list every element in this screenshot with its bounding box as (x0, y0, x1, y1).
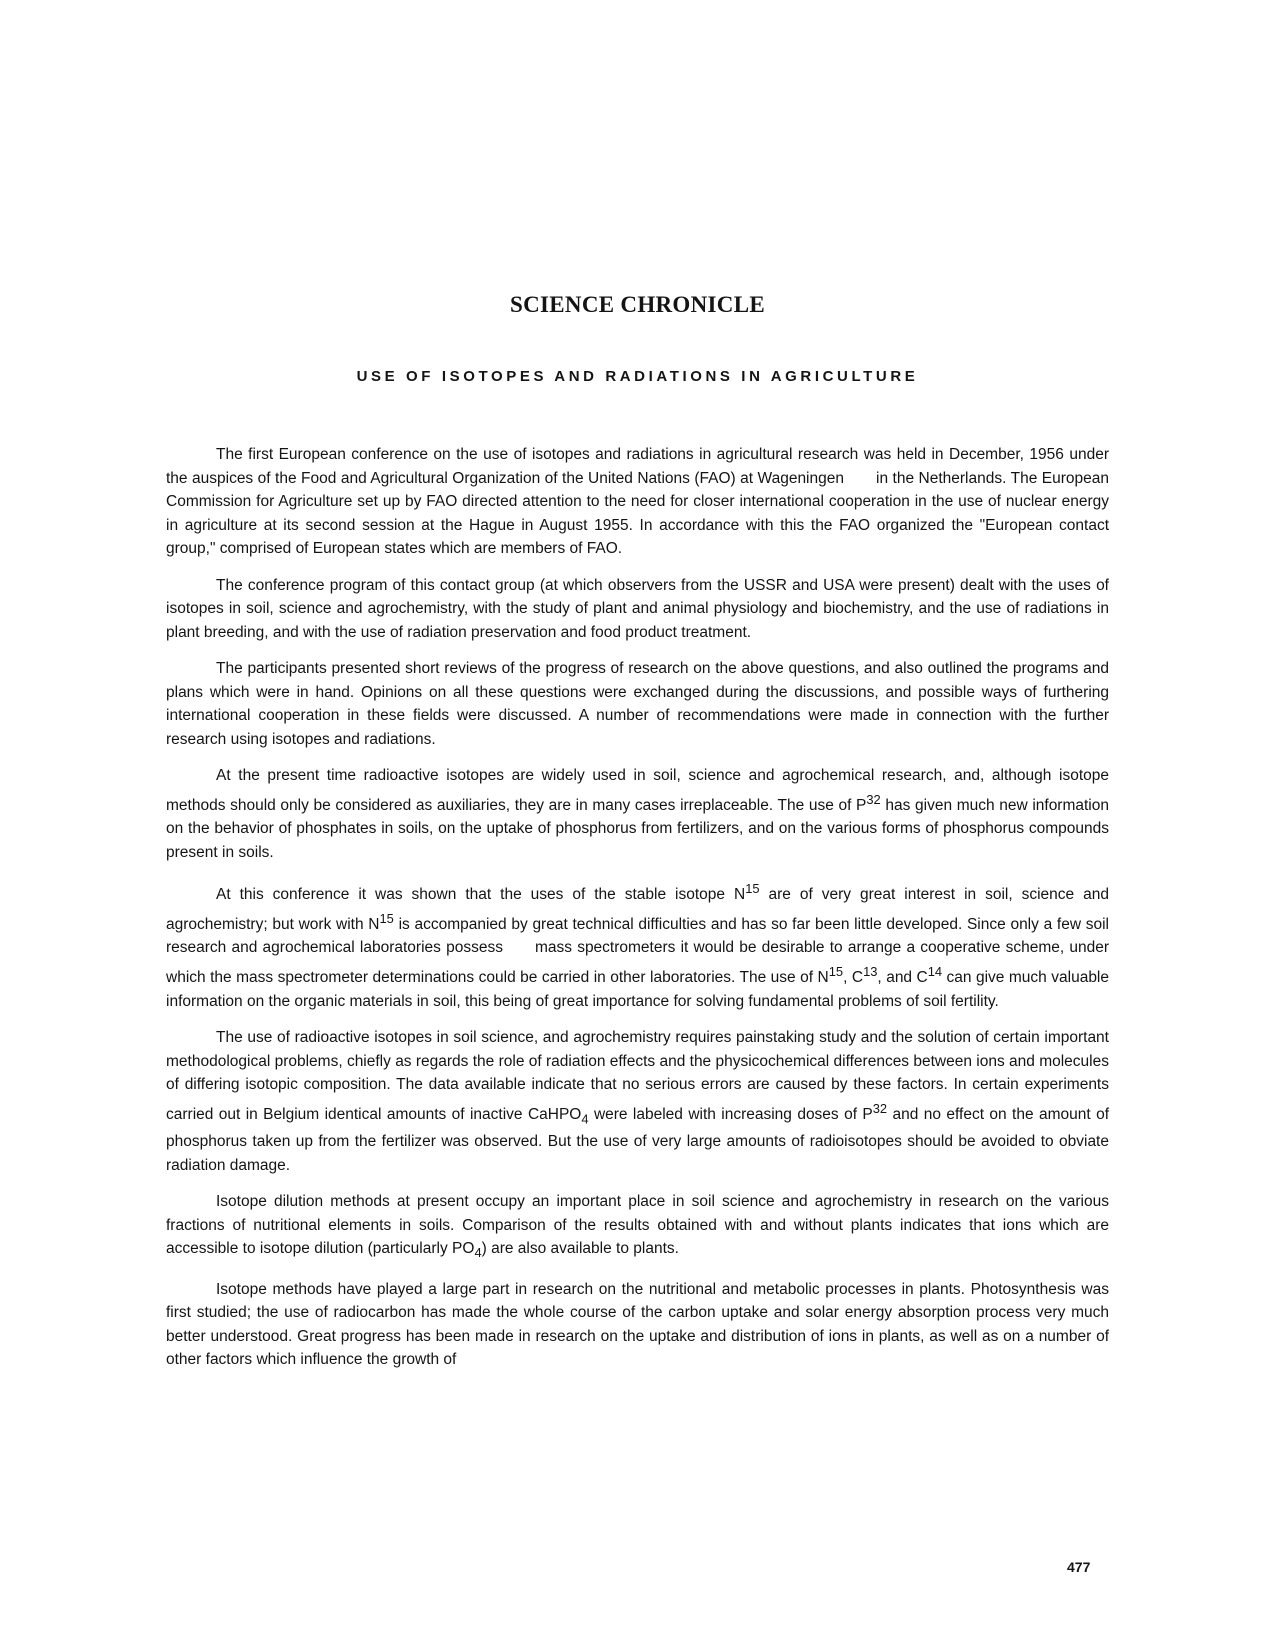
n15-superscript: 15 (745, 881, 760, 897)
c13-superscript: 13 (863, 963, 878, 979)
paragraph-5-text-e: , C (843, 969, 864, 987)
page-subtitle: USE OF ISOTOPES AND RADIATIONS IN AGRICULTURE (356, 368, 919, 385)
paragraph-6-text-b: were labeled with increasing doses of P (588, 1105, 873, 1123)
paragraph-2: The conference program of this contact group (at which observers from the USSR and USA were present) dealt with the uses of isotopes in soil, science and agrochemistry, with the study of plant and animal physiology and biochemistry, and the use of radiations in plant breeding, and with the use of radiation preservation and food product treatment. (166, 576, 1109, 641)
paragraph-3: The participants presented short reviews of the progress of research on the above questions, and also outlined the programs and plans which were in hand. Opinions on all these questions were exchanged during the discussions, and possible ways of furthering international cooperation in these fields were discussed. A number of recommendations were made in connection with the further research using isotopes and radiations. (166, 660, 1109, 748)
paragraph-5-text-a: At this conference it was shown that the uses of the stable isotope N (216, 886, 746, 904)
paragraph-7 (166, 1190, 1109, 1265)
paragraph-5 (166, 877, 1109, 1013)
p32-superscript: 32 (872, 1100, 888, 1116)
paragraph-8: Isotope methods have played a large part in research on the nutritional and metabolic processes in plants. Photosynthesis was first studied; the use of radiocarbon has made the whole course of the carbon uptake and solar energy absorption process very much better understood. Great progress has been made in research on the uptake and distribution of ions in plants, as well as on a number of other factors which influence the growth of (166, 1280, 1109, 1369)
paragraph-1-text-a: The first European conference on the use of isotopes and radiations in agricultural research was held in December, 1956 under the auspices of the Food and Agricultural Organization of the United Nations (FAO) at Wageningen (166, 446, 1109, 487)
paragraph-6-text-c: and no effect on the amount of phosphorus taken up from the fertilizer was observed. But the use of very large amounts of radioisotopes should be avoided to obviate radiation damage. (166, 1105, 1110, 1174)
paragraph-6-text-a: The use of radioactive isotopes in soil science, and agrochemistry requires painstaking study and the solution of certain important methodological problems, chiefly as regards the role of radiation effects and the physicochemical differences between ions and molecules of differing isotopic composition. The data available indicate that no serious errors are caused by these factors. In certain experiments carried out in Belgium identical amounts of inactive CaHPO (166, 1029, 1109, 1123)
page-title: SCIENCE CHRONICLE (510, 292, 765, 317)
paragraph-7-text-b: ) are also available to plants. (481, 1240, 679, 1258)
paragraph-5-text-g: can give much valuable information on the organic materials in soil, this being of great importance for solving fundamental problems of soil fertility. (166, 969, 1110, 1010)
paragraph-1 (166, 443, 1109, 561)
n15-superscript: 15 (828, 963, 844, 979)
paragraph-5-text-d: mass spectrometers it would be desirable to arrange a cooperative scheme, under which the mass spectrometer determinations could be carried in other laboratories. The use of N (166, 939, 1109, 987)
hpo4-subscript: 4 (581, 1110, 589, 1126)
paragraph-7-text-a: Isotope dilution methods at present occupy an important place in soil science and agrochemistry in research on the various fractions of nutritional elements in soils. Comparison of the results obtained with and without plants indicates that ions which are accessible to isotope dilution (particularly PO (166, 1193, 1109, 1258)
paragraph-1-text-b: in the Netherlands. The European Commission for Agriculture set up by FAO directed attention to the need for closer international cooperation in the use of nuclear energy in agriculture at its second session at the Hague in August 1955. In accordance with this the FAO organized the "European contact group," comprised of European states which are members of FAO. (166, 469, 1109, 557)
paragraph-6 (166, 1026, 1109, 1177)
paragraph-5-text-b: are of very great interest in soil, science and agrochemistry; but work with N (166, 886, 1109, 933)
n15-superscript: 15 (379, 910, 394, 926)
page-number: 477 (1067, 1559, 1091, 1575)
paragraph-4-text-a: At the present time radioactive isotopes are widely used in soil, science and agrochemical research, and, although isotope methods should only be considered as auxiliaries, they are in many cases irreplaceable. The use of P (166, 767, 1109, 814)
paragraph-5-text-f: , and C (877, 969, 928, 987)
paragraph-4-text-b: has given much new information on the behavior of phosphates in soils, on the uptake of phosphorus from fertilizers, and on the various forms of phosphorus compounds present in soils. (166, 796, 1109, 861)
paragraph-5-text-c: is accompanied by great technical difficulties and has so far been little developed. Since only a few soil research and agrochemical laboratories possess (166, 915, 1109, 957)
paragraph-4 (166, 764, 1109, 864)
article-body (166, 443, 1109, 1385)
p32-superscript: 32 (866, 791, 881, 807)
po4-subscript: 4 (474, 1245, 482, 1261)
c14-superscript: 14 (927, 963, 943, 979)
